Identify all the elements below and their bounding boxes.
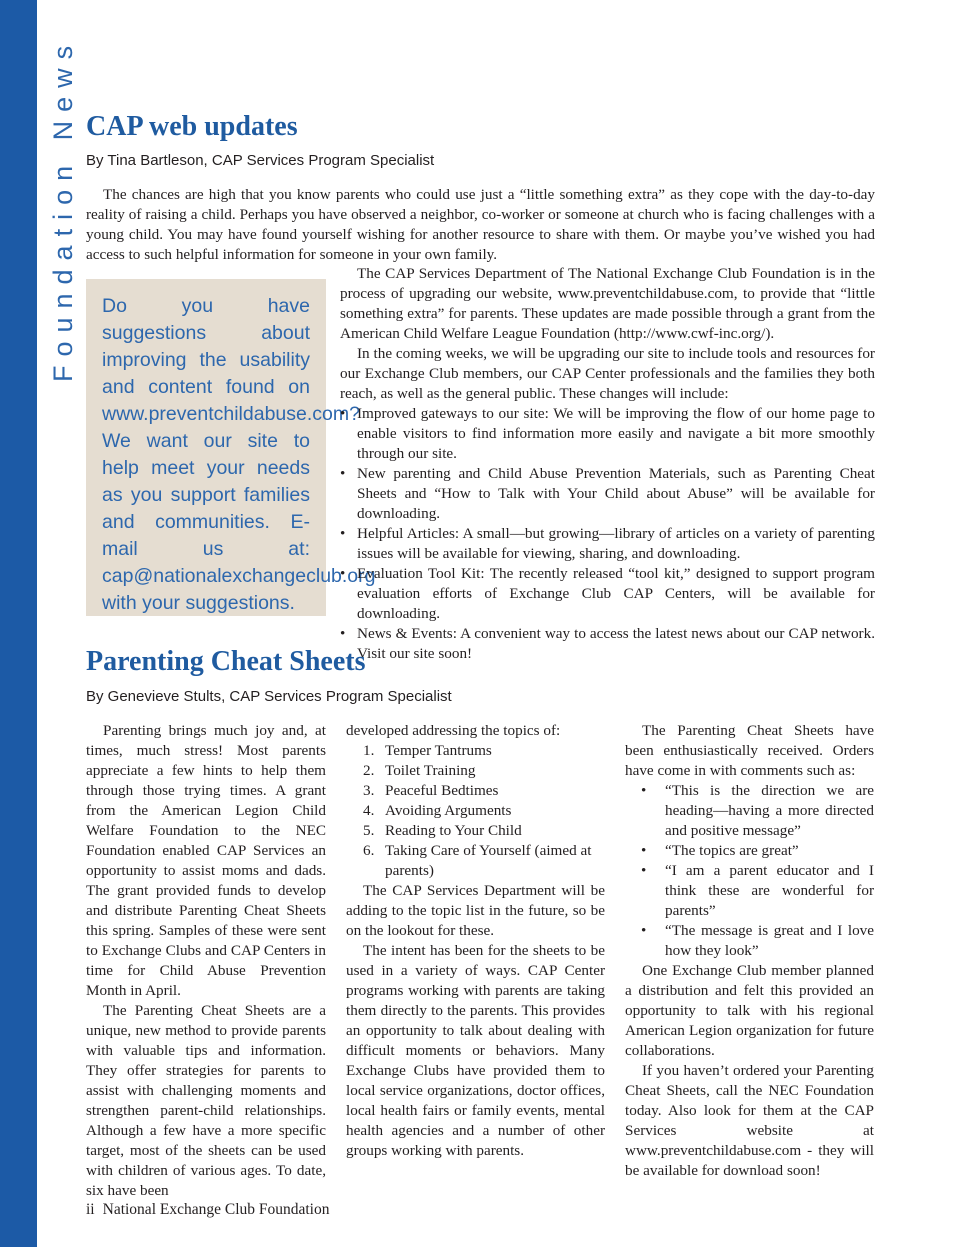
list-item bbox=[346, 761, 605, 781]
list-text: Avoiding Arguments bbox=[385, 802, 512, 819]
body-paragraph: developed addressing the topics of: bbox=[346, 722, 561, 739]
article-column-2 bbox=[346, 721, 605, 1161]
article-body-column bbox=[340, 264, 875, 664]
page-footer bbox=[86, 1201, 330, 1219]
topics-list bbox=[346, 741, 605, 881]
list-item bbox=[346, 781, 605, 801]
list-number: 1. bbox=[363, 742, 375, 759]
list-item: • Helpful Articles: A small—but growing—library of articles on a variety of parenting issues will be available for viewing, sharing, and downloading. bbox=[340, 524, 875, 564]
body-paragraph: The CAP Services Department of The National Exchange Club Foundation is in the process of upgrading our website, www.preventchildabuse.com, to provide that “little something extra” for parents. These updates are made possible through a grant from the American Child Welfare League Foundation (http://www.cwf-inc.org/). bbox=[340, 265, 875, 342]
article-title-parenting-cheat-sheets: Parenting Cheat Sheets bbox=[86, 646, 366, 677]
blue-margin-bar bbox=[0, 0, 37, 1247]
list-item: • New parenting and Child Abuse Prevention Materials, such as Parenting Cheat Sheets and “How to Talk with Your Child about Abuse” will be available for downloading. bbox=[340, 464, 875, 524]
suggestions-callout-box bbox=[86, 279, 376, 616]
list-number: 6. bbox=[363, 842, 375, 859]
list-number: 3. bbox=[363, 782, 375, 799]
list-item: • “The topics are great” bbox=[625, 841, 874, 861]
list-item bbox=[346, 741, 605, 761]
list-item bbox=[346, 801, 605, 821]
list-number: 5. bbox=[363, 822, 375, 839]
body-paragraph: One Exchange Club member planned a distribution and felt this provided an opportunity to talk with his regional American Legion organization for future collaborations. bbox=[625, 962, 874, 1059]
list-text: Peaceful Bedtimes bbox=[385, 782, 499, 799]
body-paragraph: The Parenting Cheat Sheets are a unique, new method to provide parents with valuable tips and information. They offer strategies for parents to assist with challenging moments and strengthen parent-child relationships. Although a few have a more specific target, most of the sheets can be used with children of various ages. To date, six have been bbox=[86, 1002, 326, 1199]
list-item: • “The message is great and I love how they look” bbox=[625, 921, 874, 961]
article-column-1 bbox=[86, 721, 326, 1201]
body-paragraph: The intent has been for the sheets to be used in a variety of ways. CAP Center programs working with parents are taking them directly to the parents. This provides an opportunity to talk about dealing with difficult moments or behaviors. Many Exchange Clubs have provided them to local service organizations, doctor offices, local health fairs or family events, mental health agencies and a number of other groups working with parents. bbox=[346, 942, 605, 1159]
intro-paragraph: The chances are high that you know parents who could use just a “little something extra” as they cope with the day-to-day reality of raising a child. Perhaps you have observed a neighbor, co-worker or someone at church who is facing challenges with a young child. You may have found yourself wishing for another resource to share with them. Or maybe you’ve wished you had access to such helpful information for someone in your own family. bbox=[86, 186, 875, 263]
list-item: • Evaluation Tool Kit: The recently released “tool kit,” designed to support program evaluation efforts of Exchange Club CAP Centers, will be available for downloading. bbox=[340, 564, 875, 624]
list-text: Taking Care of Yourself (aimed at parents) bbox=[385, 842, 592, 879]
page-number: ii bbox=[86, 1201, 95, 1218]
quotes-list bbox=[625, 781, 874, 961]
list-item bbox=[346, 841, 605, 881]
list-number: 2. bbox=[363, 762, 375, 779]
body-paragraph: If you haven’t ordered your Parenting Cheat Sheets, call the NEC Foundation today. Also look for them at the CAP Services website at www.preventchildabuse.com - they will be available for download soon! bbox=[625, 1062, 874, 1179]
article-column-3 bbox=[625, 721, 874, 1181]
list-text: Temper Tantrums bbox=[385, 742, 492, 759]
list-item bbox=[346, 821, 605, 841]
section-label: Foundation News bbox=[48, 36, 78, 382]
list-text: Reading to Your Child bbox=[385, 822, 522, 839]
body-paragraph: Parenting brings much joy and, at times, much stress! Most parents appreciate a few hints to help them through those trying times. A grant from the American Legion Child Welfare Foundation to the NEC Foundation enabled CAP Services an opportunity to assist moms and dads. The grant provided funds to develop and distribute Parenting Cheat Sheets this spring. Samples of these were sent to Exchange Clubs and CAP Centers in time for Child Abuse Prevention Month in April. bbox=[86, 722, 326, 999]
callout-text: Do you have suggestions about improving the usability and content found on www.preventchildabuse.com? We want our site to help meet your needs as you support families and communities. E-mail us at: cap@nationalexchangeclub.org with your suggestions. bbox=[102, 295, 376, 614]
body-paragraph: The CAP Services Department will be adding to the topic list in the future, so be on the lookout for these. bbox=[346, 882, 605, 939]
article-intro bbox=[86, 185, 875, 265]
list-item: • Improved gateways to our site: We will be improving the flow of our home page to enable visitors to find information more easily and navigate a bit more smoothly through our site. bbox=[340, 404, 875, 464]
list-item: • News & Events: A convenient way to access the latest news about our CAP network. Visit our site soon! bbox=[340, 624, 875, 664]
list-text: Toilet Training bbox=[385, 762, 476, 779]
article-title-cap-web-updates: CAP web updates bbox=[86, 111, 298, 142]
article-byline: By Tina Bartleson, CAP Services Program Specialist bbox=[86, 152, 435, 169]
article-byline: By Genevieve Stults, CAP Services Program Specialist bbox=[86, 688, 452, 705]
list-item: • “This is the direction we are heading—having a more directed and positive message” bbox=[625, 781, 874, 841]
list-number: 4. bbox=[363, 802, 375, 819]
changes-list bbox=[340, 404, 875, 664]
body-paragraph: The Parenting Cheat Sheets have been enthusiastically received. Orders have come in with comments such as: bbox=[625, 722, 874, 779]
body-paragraph: In the coming weeks, we will be upgrading our site to include tools and resources for our Exchange Club members, our CAP Center professionals and the families they both reach, as well as the general public. These changes will include: bbox=[340, 345, 875, 402]
list-item: • “I am a parent educator and I think these are wonderful for parents” bbox=[625, 861, 874, 921]
footer-organization: National Exchange Club Foundation bbox=[102, 1201, 330, 1218]
